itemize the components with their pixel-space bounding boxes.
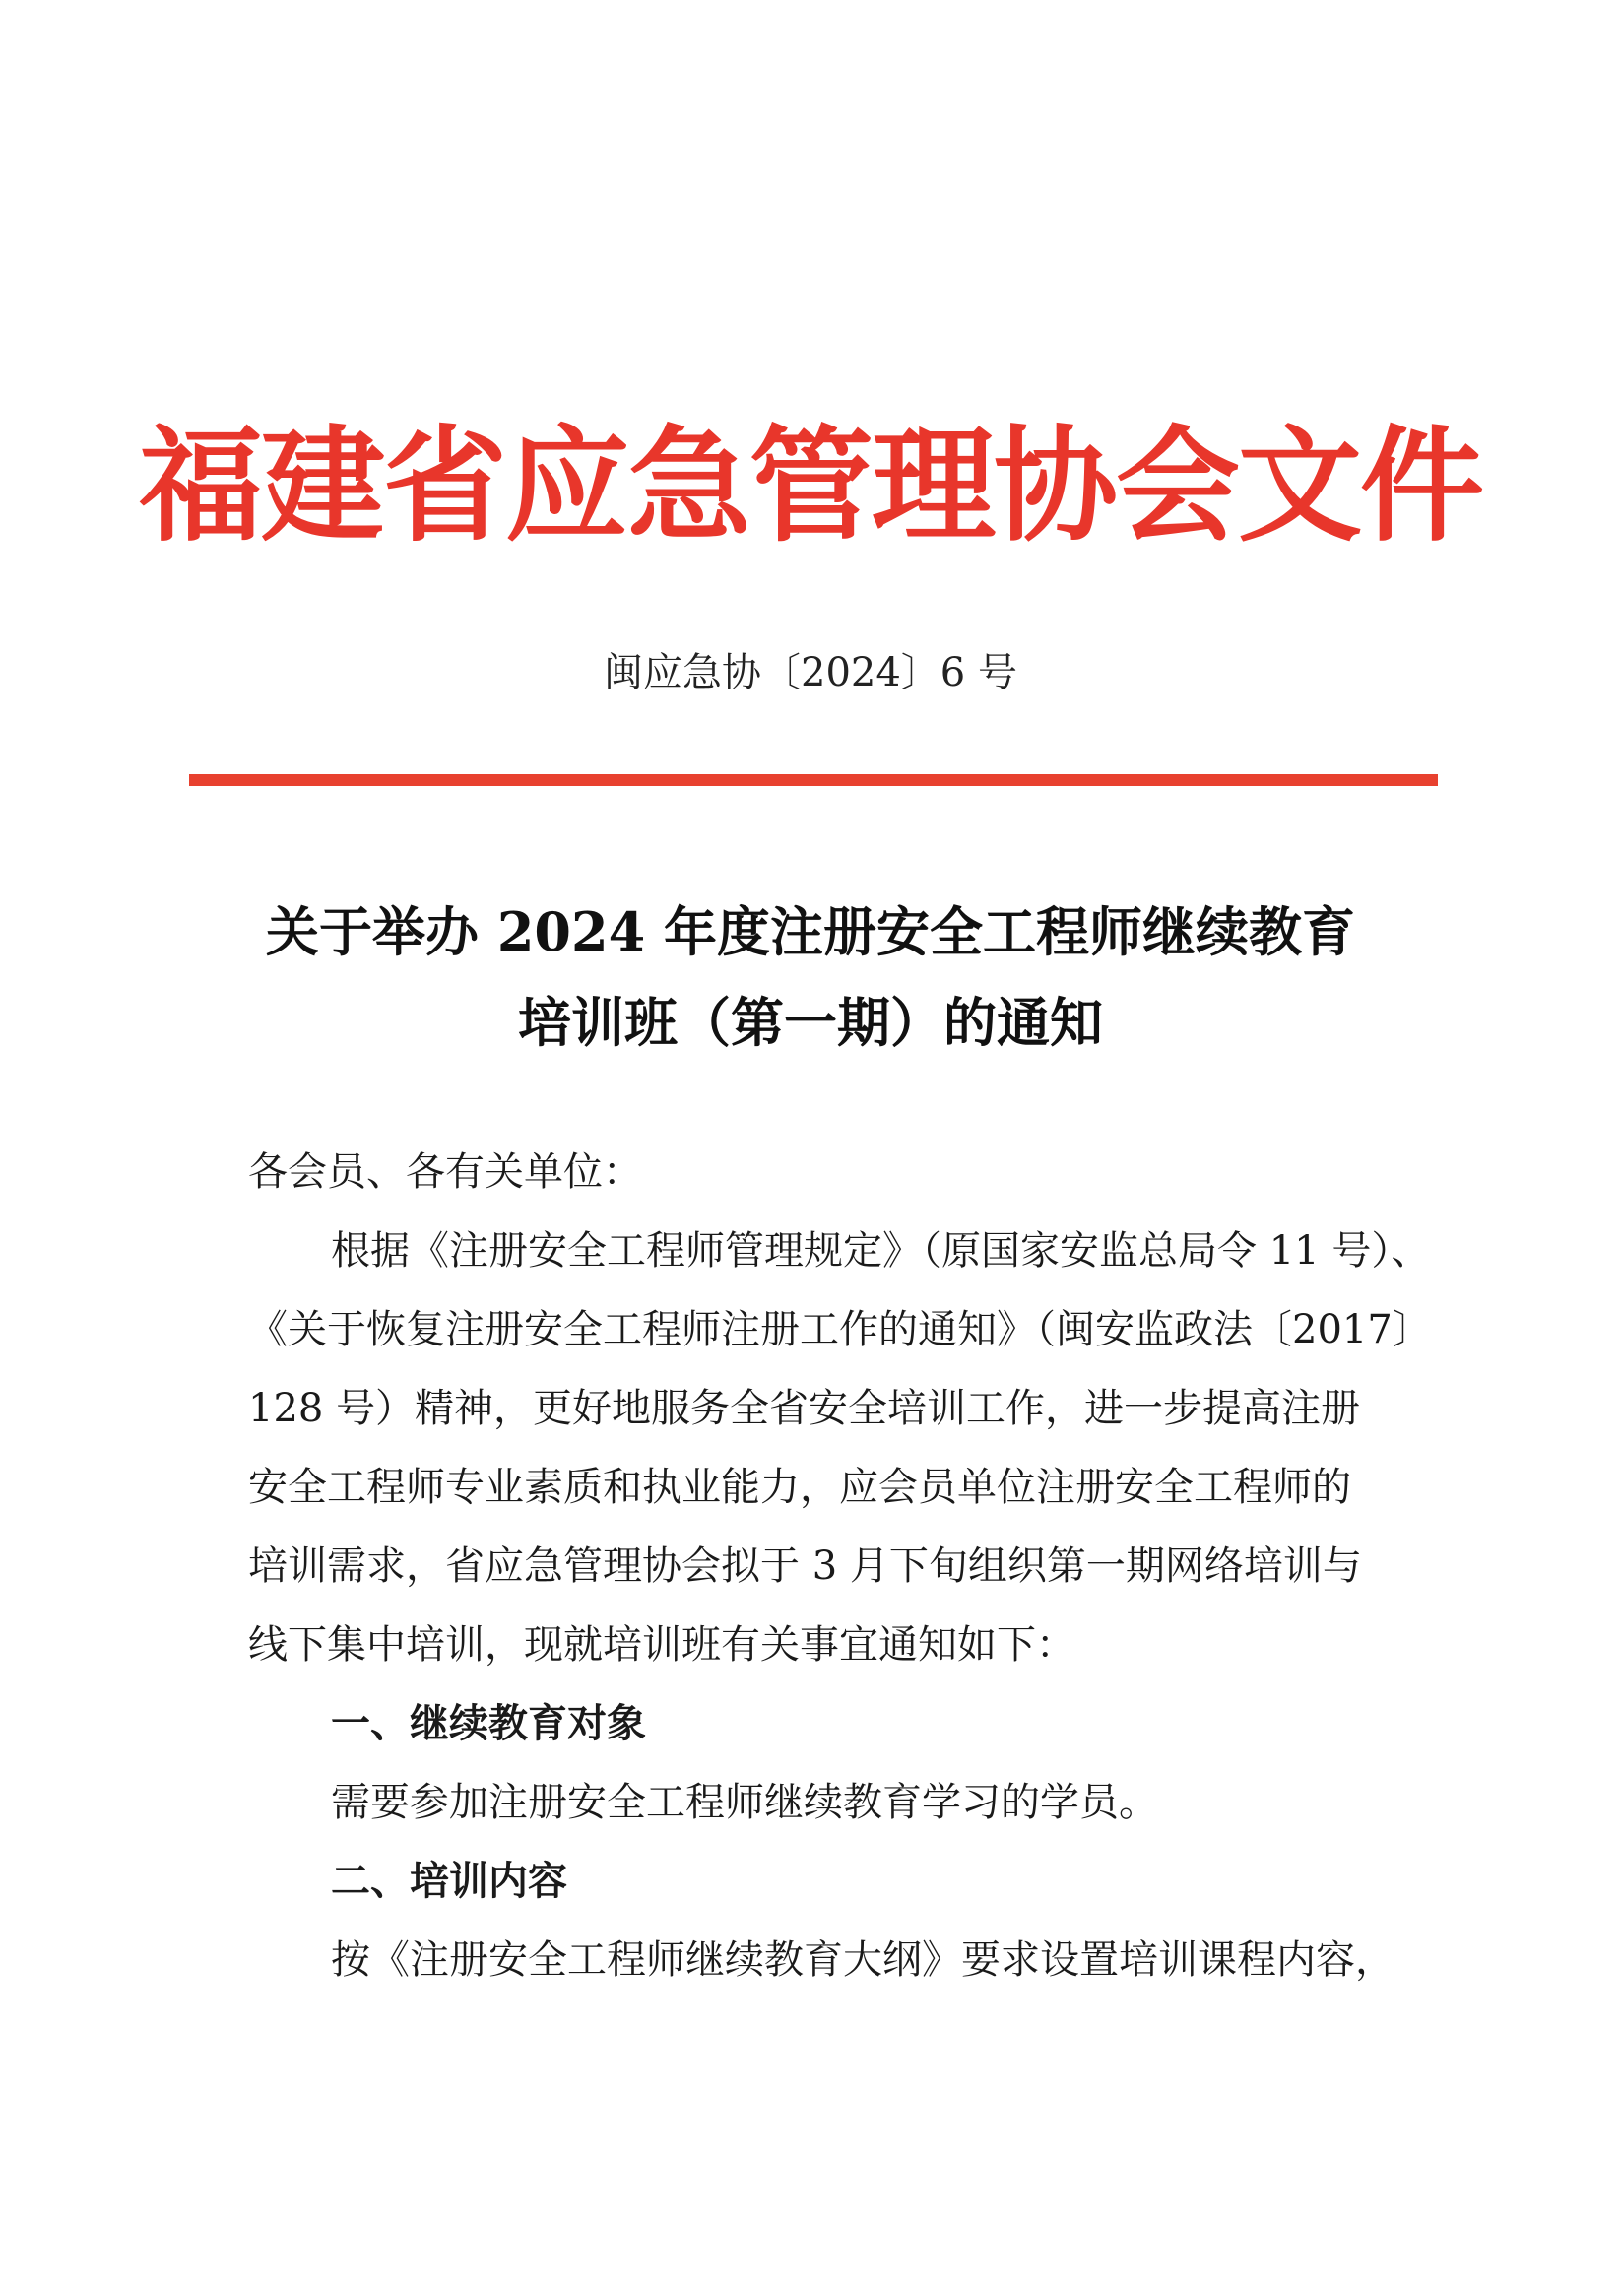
document-number: 闽应急协〔2024〕6 号: [604, 650, 1017, 695]
paragraph-line: 安全工程师专业素质和执业能力，应会员单位注册安全工程师的: [248, 1465, 1351, 1510]
paragraph-line: 《关于恢复注册安全工程师注册工作的通知》（闽安监政法〔2017〕: [248, 1307, 1432, 1352]
paragraph-line: 根据《注册安全工程师管理规定》（原国家安监总局令 11 号）、: [331, 1228, 1431, 1274]
notice-body: [248, 1133, 1432, 2000]
paragraph-line: 培训需求，省应急管理协会拟于 3 月下旬组织第一期网络培训与: [248, 1543, 1362, 1589]
paragraph-line: 128 号）精神，更好地服务全省安全培训工作，进一步提高注册: [248, 1386, 1361, 1431]
section-heading-2: 二、培训内容: [331, 1859, 567, 1904]
masthead-title: 福建省应急管理协会文件: [139, 413, 1482, 558]
salutation: 各会员、各有关单位：: [248, 1149, 642, 1195]
section-text-1: 需要参加注册安全工程师继续教育学习的学员。: [331, 1780, 1158, 1825]
notice-title-line-2: 培训班（第一期）的通知: [518, 991, 1103, 1054]
section-text-2: 按《注册安全工程师继续教育大纲》要求设置培训课程内容，: [331, 1937, 1394, 1983]
red-divider-line: [189, 774, 1438, 786]
notice-title: [0, 886, 1621, 1068]
paragraph-line: 线下集中培训，现就培训班有关事宜通知如下：: [248, 1622, 1075, 1668]
notice-title-line-1: 关于举办 2024 年度注册安全工程师继续教育: [266, 900, 1355, 963]
section-heading-1: 一、继续教育对象: [331, 1701, 646, 1746]
